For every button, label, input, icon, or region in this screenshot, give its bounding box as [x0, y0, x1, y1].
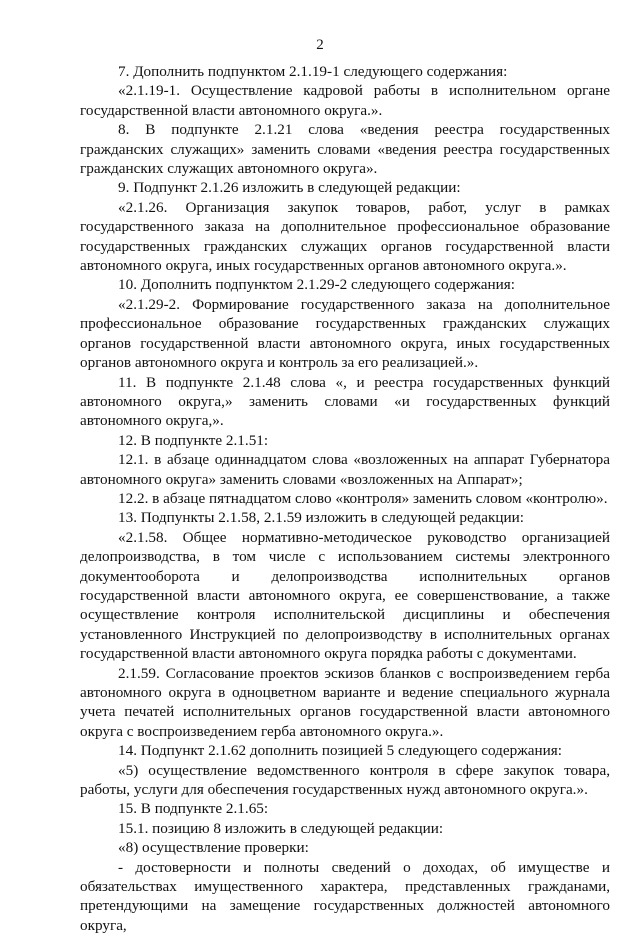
paragraph-15-1: 15.1. позицию 8 изложить в следующей редакции:	[118, 819, 444, 837]
paragraph-11: 11. В подпункте 2.1.48 слова «, и реестра государственных функций автономного округа,» заменить словами «и государственных функций автономного округа,».	[80, 373, 610, 430]
paragraph-12-1: 12.1. в абзаце одиннадцатом слова «возложенных на аппарат Губернатора автономного округа» заменить словами «возложенных на Аппарат»;	[80, 451, 610, 488]
paragraph-13-2-1-59: 2.1.59. Согласование проектов эскизов бланков с воспроизведением герба автономного округа в одноцветном варианте и ведение специального журнала учета печатей исполнительных органов государственной власти автономного округа с воспроизведением герба автономного округа.».	[80, 664, 610, 740]
paragraph-13: 13. Подпункты 2.1.58, 2.1.59 изложить в следующей редакции:	[118, 509, 524, 527]
page-number: 2	[316, 37, 324, 53]
paragraph-14: 14. Подпункт 2.1.62 дополнить позицией 5 следующего содержания:	[118, 742, 562, 760]
paragraph-7-text: «2.1.19-1. Осуществление кадровой работы в исполнительном органе государственной власти автономного округа.».	[80, 82, 610, 119]
paragraph-13-2-1-58: «2.1.58. Общее нормативно-методическое руководство организацией делопроизводства, в том числе с использованием системы электронного документооборота и делопроизводства исполнительных органов государственной власти автономного округа, ее совершенствование, а также осуществление контроля исполнительской дисциплины и обеспечения установленного Инструкцией по делопроизводству в исполнительных органах государственной власти автономного округа порядка работы с документами.	[80, 528, 610, 663]
paragraph-15-1-item-8: «8) осуществление проверки:	[118, 839, 309, 857]
paragraph-8: 8. В подпункте 2.1.21 слова «ведения реестра государственных гражданских служащих» заменить словами «ведения реестра государственных гражданских служащих автономного округа».	[80, 121, 610, 178]
paragraph-9: 9. Подпункт 2.1.26 изложить в следующей редакции:	[118, 179, 461, 197]
paragraph-14-text: «5) осуществление ведомственного контроля в сфере закупок товара, работы, услуги для обеспечения государственных нужд автономного округа.».	[80, 761, 610, 799]
paragraph-10-text: «2.1.29-2. Формирование государственного заказа на дополнительное профессиональное образование государственных гражданских служащих органов государственной власти автономного округа, иных государственных органов автономного округа и контроль за его реализацией.».	[80, 295, 610, 372]
document-body	[80, 62, 610, 935]
paragraph-15-1-item-8-text: - достоверности и полноты сведений о доходах, об имуществе и обязательствах имущественного характера, представленных гражданами, претендующими на замещение государственных должностей автономного округа,	[80, 858, 610, 934]
paragraph-9-text: «2.1.26. Организация закупок товаров, работ, услуг в рамках государственного заказа на дополнительное профессиональное образование государственных гражданских служащих органов государственной власти автономного округа, иных государственных органов автономного округа.».	[80, 198, 610, 275]
paragraph-12-2: 12.2. в абзаце пятнадцатом слово «контроля» заменить словом «контролю».	[118, 489, 608, 507]
paragraph-12: 12. В подпункте 2.1.51:	[118, 431, 269, 449]
paragraph-7: 7. Дополнить подпунктом 2.1.19-1 следующего содержания:	[118, 63, 508, 80]
paragraph-15: 15. В подпункте 2.1.65:	[118, 800, 269, 818]
paragraph-10: 10. Дополнить подпунктом 2.1.29-2 следующего содержания:	[118, 276, 515, 294]
